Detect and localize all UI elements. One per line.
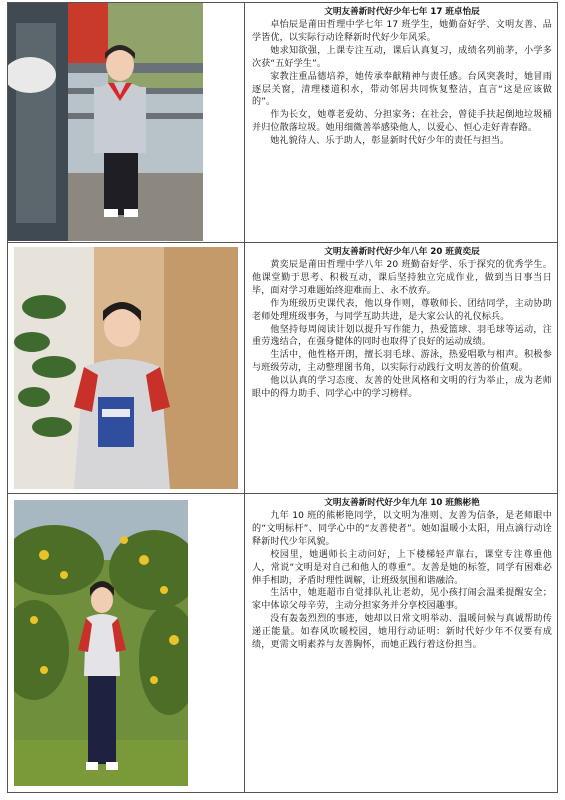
profile-paragraph: 校园里，她遇师长主动问好，上下楼梯轻声靠右，课堂专注尊重他人，常说“文明是对自己和他人的尊重”。友善是她的标签，同学有困难必伸手相助，矛盾时理性调解，让班级氛围和谐融洽。	[252, 549, 552, 586]
profile-row-2	[8, 243, 557, 494]
profile-paragraph: 作为长女，她尊老爱幼、分担家务；在社会，曾徒手扶起倒地垃圾桶并归位散落垃圾。她用细微善举感染他人，以爱心、恒心走好青春路。	[252, 110, 552, 134]
profile-paragraph: 她礼貌待人、乐于助人，彰显新时代好少年的责任与担当。	[270, 136, 510, 147]
student-photo-2	[14, 247, 238, 489]
profile-title-3: 文明友善新时代好少年九年 10 班熊彬艳	[324, 498, 480, 508]
profile-paragraph: 黄奕辰是莆田哲理中学八年 20 班勤奋好学、乐于探究的优秀学生。他课堂勤于思考、积极互动，课后坚持独立完成作业，做到当日事当日毕，面对学习难题始终迎难而上、永不放弃。	[252, 260, 552, 296]
profile-row-1	[8, 3, 557, 243]
profile-paragraph: 九年 10 班的熊彬艳同学，以文明为准则、友善为信条，是老师眼中的“文明标杆”、同学心中的“友善使者”。她如温暖小太阳，用点滴行动诠释新时代少年风貌。	[252, 511, 552, 547]
text-cell-2	[245, 243, 557, 493]
photo-cell-1	[8, 3, 245, 242]
student-photo-1	[8, 3, 203, 241]
profile-paragraph: 她求知欲强，上课专注互动，课后认真复习，成绩名列前茅，小学多次获“五好学生”。	[252, 45, 552, 69]
profile-title-1: 文明友善新时代好少年七年 17 班卓怡辰	[324, 7, 480, 17]
profile-paragraph: 作为班级历史课代表，他以身作则，尊敬师长、团结同学，主动协助老师处理班级事务，与同学互助共进，是大家公认的礼仪标兵。	[252, 298, 552, 322]
profile-paragraph: 没有轰轰烈烈的事迹，她却以日常文明举动、温暖问候与真诚帮助传递正能量。如春风吹暖校园，她用行动证明：新时代好少年不仅要有成绩，更需文明素养与友善胸怀，而她正践行着这份担当。	[252, 614, 552, 651]
profile-paragraph: 家教注重品德培养，她传承奉献精神与责任感。台风突袭时，她冒雨逐层关窗，清理楼道积水，带动邻居共同恢复整洁，直言“这是应该做的”。	[252, 71, 552, 108]
profile-title-2: 文明友善新时代好少年八年 20 班黄奕辰	[324, 247, 480, 257]
profile-paragraph: 他以认真的学习态度、友善的处世风格和文明的行为举止，成为老师眼中的得力助手、同学心中的学习榜样。	[252, 376, 552, 400]
photo-cell-3	[8, 494, 245, 792]
profiles-table	[7, 2, 558, 793]
text-cell-1	[245, 3, 557, 242]
text-cell-3	[245, 494, 557, 792]
profile-paragraph: 生活中，他性格开朗，擅长羽毛球、游泳，热爱唱歌与相声。积极参与班级劳动，主动整理图书角，以实际行动践行文明友善的价值观。	[252, 350, 552, 374]
photo-cell-2	[8, 243, 245, 493]
profile-paragraph: 生活中，她逛超市自觉排队礼让老幼，见小孩打闹会温柔提醒安全；家中体谅父母辛劳，主动分担家务并分享校园趣事。	[252, 588, 552, 612]
profile-paragraph: 卓怡辰是莆田哲理中学七年 17 班学生，她勤奋好学、文明友善、品学皆优，以实际行动诠释新时代好少年风采。	[252, 20, 552, 43]
profile-paragraph: 他坚持每周阅读计划以提升写作能力，热爱篮球、羽毛球等运动，注重劳逸结合，在强身健体的同时也取得了良好的运动成绩。	[252, 324, 552, 348]
student-photo-3	[14, 500, 188, 786]
profile-row-3	[8, 494, 557, 792]
